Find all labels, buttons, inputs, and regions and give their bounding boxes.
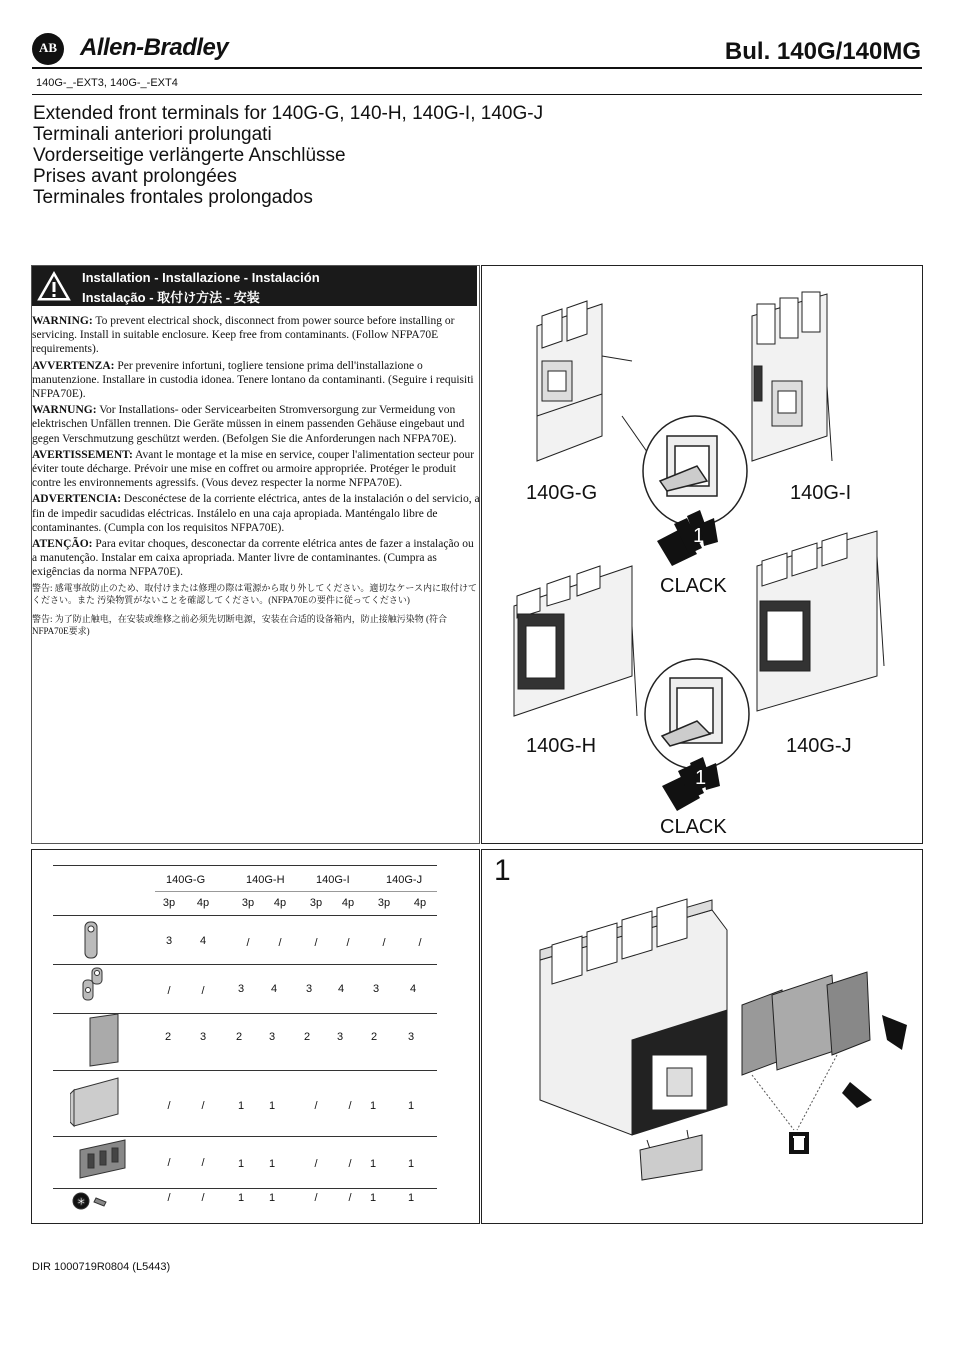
warning-jp: 警告: 感電事故防止のため、取付けまたは修理の際は電源から取り外してください。適切なケース内に取付けてください。また 汚染物質がないことを確認してください。(NFPA70Eの要件に従ってください) [32,582,477,606]
table-row-rule [53,964,437,965]
table-cell: 2 [370,1031,378,1043]
model-header-i: 140G-I [316,874,350,886]
warning-body: Desconéctese de la corriente eléctrica, antes de la instalación o del servicio, a fin de impedir sacudidas eléctricas. Instálelo en una caja apropiada. Manténgalo libre de contaminantes. (Cumpla con los requisitos NFPA70E). [32,493,480,534]
table-cell: / [418,937,422,949]
model-header-h: 140G-H [246,874,285,886]
table-cell: / [348,1100,352,1112]
warning-head: AVVERTENZA: [32,359,115,372]
pole-header: 4p [341,897,355,909]
installation-title-1: Installation - Installazione - Instalación [82,270,320,285]
table-cell: / [201,1100,205,1112]
step-number-top: 1 [693,525,705,547]
document-id: DIR 1000719R0804 (L5443) [32,1261,171,1273]
pole-header: 3p [377,897,391,909]
breaker-140g-j-illustration [757,531,884,711]
table-cell: / [314,1192,318,1204]
table-cell: / [278,937,282,949]
catalog-numbers: 140G-_-EXT3, 140G-_-EXT4 [36,77,178,89]
warning-pt [32,537,480,580]
warning-head: WARNUNG: [32,404,97,417]
step-figure-panel [481,849,923,1224]
warning-cn: 警告: 为了防止触电，在安装或维修之前必须先切断电源，安装在合适的设备箱内，防止接触污染物 (符合NFPA70E要求) [32,613,448,637]
table-cell: 4 [270,983,278,995]
installation-banner [32,266,477,306]
table-row-rule [53,1188,437,1189]
clack-label-top: CLACK [660,575,727,597]
terminal-lug-icon [85,922,97,958]
table-cell: 3 [305,983,313,995]
table-cell: 4 [409,983,417,995]
table-row-rule [53,1070,437,1071]
pole-header: 3p [241,897,255,909]
model-header-g: 140G-G [166,874,206,886]
breaker-140g-g-illustration [537,301,657,466]
table-cell: 1 [407,1192,415,1204]
table-cell: 1 [369,1158,377,1170]
guide-line [797,1055,837,1130]
guide-line [752,1075,794,1130]
table-cell: / [201,1192,205,1204]
table-cell: / [167,1192,171,1204]
table-cell: 1 [407,1100,415,1112]
terminal-cover-icon [70,1078,118,1126]
label-140g-g: 140G-G [526,482,598,504]
table-cell: / [314,1100,318,1112]
subheader-rule [32,94,922,95]
warning-triangle-icon [36,269,72,303]
table-cell: / [201,985,205,997]
installation-title-2: Instalação - 取付け方法 - 安装 [82,290,260,305]
warning-de [32,403,480,446]
terminal-lug-offset-icon [83,968,102,1000]
document-titles [33,103,543,208]
allen-bradley-logo: AB [32,33,64,65]
table-cell: 3 [372,983,380,995]
table-cell: 3 [336,1031,344,1043]
warning-it [32,359,480,402]
warning-en [32,314,480,357]
model-header-j: 140G-J [386,874,423,886]
warning-head: ADVERTENCIA: [32,493,122,506]
table-header-rule [155,891,437,892]
table-row-rule [53,915,437,916]
screw-icon [73,1193,106,1209]
warning-head: ATENÇÃO: [32,538,93,551]
label-140g-i: 140G-I [790,482,852,504]
label-140g-j: 140G-J [786,735,852,757]
phase-separator-illustration [742,972,870,1075]
warning-head: WARNING: [32,315,93,327]
table-cell: / [314,937,318,949]
table-cell: / [346,937,350,949]
table-cell: / [348,1192,352,1204]
title-es: Terminales frontales prolongados [33,187,313,208]
table-cell: / [246,937,250,949]
table-cell: 2 [164,1031,172,1043]
pole-header: 4p [413,897,427,909]
breaker-140g-i-illustration [752,292,832,461]
table-cell: 1 [369,1100,377,1112]
table-row-rule [53,1013,437,1014]
table-cell: 3 [268,1031,276,1043]
table-cell: 1 [268,1192,276,1204]
part-icons-column [70,918,130,1218]
title-it: Terminali anteriori prolungati [33,124,272,145]
bulletin-number: Bul. 140G/140MG [724,38,921,65]
warning-fr [32,448,480,491]
brand-name: Allen-Bradley [80,34,229,61]
warning-body: Vor Installations- oder Servicearbeiten Stromversorgung zur Vermeidung von elektrischen Unfällen trennen. Die Geräte müssen in einem passenden Gehäuse eingebaut und gegen Verschmutzung geschützt werden. (Befolgen Sie die Anforderungen nach NFPA70E). [32,404,465,445]
table-cell: 1 [237,1192,245,1204]
table-cell: 1 [237,1158,245,1170]
table-cell: 4 [199,935,207,947]
table-cell: 1 [268,1158,276,1170]
table-cell: 3 [237,983,245,995]
table-top-rule [53,865,437,866]
warning-es [32,492,480,535]
terminal-block-icon [80,1140,125,1178]
label-140g-h: 140G-H [526,735,597,757]
table-cell: 1 [237,1100,245,1112]
warning-body: Per prevenire infortuni, togliere tensione prima dell'installazione o manutenzione. Installare in custodia idonea. Tenere lontano da contaminanti. (Seguire i requisiti NFPA70E). [32,359,474,401]
table-cell: / [167,985,171,997]
table-cell: 1 [369,1192,377,1204]
title-en: Extended front terminals for 140G-G, 140-H, 140G-I, 140G-J [33,103,544,124]
title-fr: Prises avant prolongées [33,166,237,187]
click-arrow-icon-bottom [662,757,720,811]
table-cell: 3 [407,1031,415,1043]
title-de: Vorderseitige verlängerte Anschlüsse [33,145,346,166]
warning-body: To prevent electrical shock, disconnect from power source before installing or servicing. Install in suitable enclosure. Keep free from contaminants. (Follow NFPA70E requirements). [32,315,455,356]
table-cell: 1 [407,1158,415,1170]
svg-text:✱: ✱ [77,1197,86,1208]
table-cell: / [167,1157,171,1169]
step-number-bottom: 1 [695,767,707,789]
table-cell: 3 [165,935,173,947]
warning-head: AVERTISSEMENT: [32,448,133,461]
pole-header: 4p [196,897,210,909]
table-cell: / [348,1158,352,1170]
breaker-separator-illustration [482,850,922,1223]
table-cell: 1 [268,1100,276,1112]
table-cell: 4 [337,983,345,995]
step-number: 1 [494,854,511,887]
warning-text-block [32,314,480,644]
table-cell: 2 [235,1031,243,1043]
table-cell: / [201,1157,205,1169]
zoom-detail-top [643,416,747,526]
warning-body: Avant le montage et la mise en service, couper l'alimentation secteur pour éviter toute décharge. Prévoir une mise en coffret ou armoire appropriée. Protéger le produit contre les environnements agressifs. (Vous devez respecter la norme NFPA70E). [32,448,475,490]
table-cell: / [314,1158,318,1170]
pole-header: 3p [162,897,176,909]
phase-separator-icon [90,1014,118,1066]
zoom-detail-bottom [645,659,749,769]
table-cell: 3 [199,1031,207,1043]
header-rule [32,67,922,69]
breaker-illustration [540,899,727,1180]
table-row-rule [53,1136,437,1137]
pole-header: 3p [309,897,323,909]
table-cell: / [167,1100,171,1112]
pole-header: 4p [273,897,287,909]
table-cell: 2 [303,1031,311,1043]
table-cell: / [382,937,386,949]
warning-body: Para evitar choques, desconectar da corrente elétrica antes de fazer a instalação ou a manutenção. Instalar em caixa apropriada. Manter livre de contaminantes. (Cumpra as exigências da norma NFPA70E). [32,538,474,579]
breaker-140g-h-illustration [514,566,637,716]
clack-label-bottom: CLACK [660,816,727,838]
trash-bin-icon [789,1132,809,1154]
